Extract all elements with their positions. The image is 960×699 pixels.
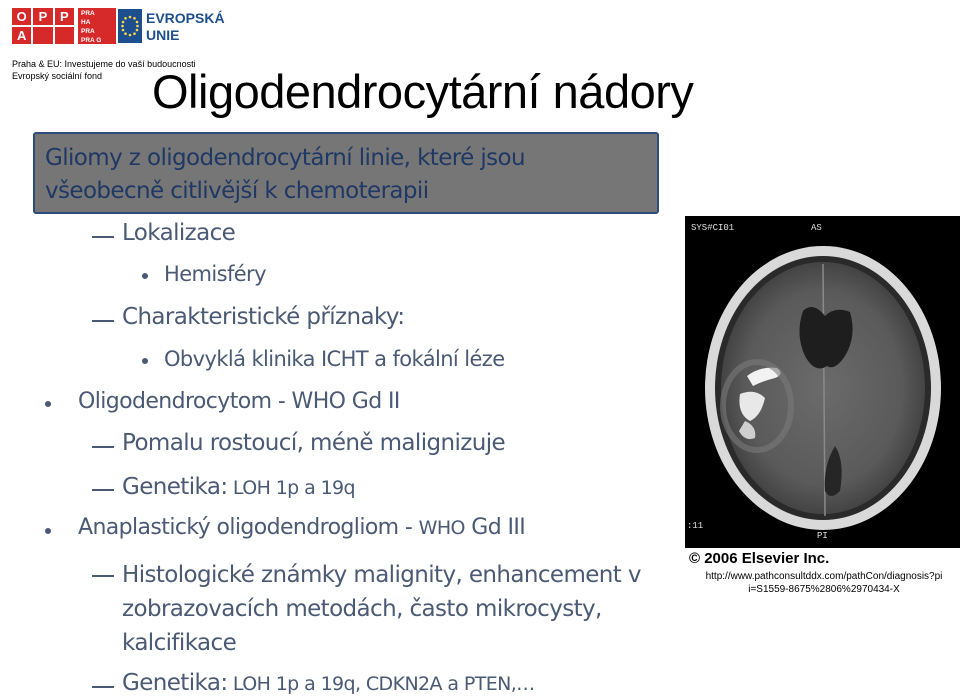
copyright-text: © 2006 Elsevier Inc. (689, 550, 830, 566)
anaplasticky-prefix: Anaplastický oligodendrogliom - (78, 515, 419, 540)
list-item-lokalizace: Lokalizace (122, 220, 236, 246)
dash-bullet (92, 236, 114, 238)
image-caption (690, 570, 958, 596)
ct-scan-image (685, 216, 960, 566)
dot-bullet (45, 401, 51, 407)
list-item-hemisfery: Hemisféry (164, 262, 266, 286)
logo-letter (33, 27, 52, 44)
eu-text-line: UNIE (146, 27, 180, 43)
ct-overlay-text: :11 (687, 521, 704, 531)
dot-bullet (142, 358, 148, 364)
opp-logo (12, 8, 74, 44)
highlight-box (33, 132, 659, 214)
highlight-line: všeobecně citlivější k chemoterapii (45, 178, 429, 204)
genetika-value: LOH 1p a 19q, CDKN2A a PTEN,… (227, 673, 535, 695)
list-item-oligodendrocytom: Oligodendrocytom - WHO Gd II (78, 389, 400, 414)
list-item-pomalu: Pomalu rostoucí, méně malignizuje (122, 430, 506, 456)
praha-logo-line: PRA (81, 28, 95, 35)
eu-text-line: EVROPSKÁ (146, 10, 225, 26)
list-item-histologicke (122, 558, 641, 660)
logo-letter: O (12, 8, 31, 25)
caption-line: i=S1559-8675%2806%2970434-X (748, 584, 900, 595)
genetika-label: Genetika: (122, 474, 228, 500)
list-item-genetika-1 (122, 474, 355, 500)
ct-overlay-text: AS (811, 223, 822, 233)
highlight-line: Gliomy z oligodendrocytární linie, které jsou (45, 145, 525, 171)
praha-logo-line: PRA (81, 10, 95, 17)
anaplasticky-suffix: Gd III (464, 515, 526, 540)
list-item-charakteristicke: Charakteristické příznaky: (122, 304, 405, 330)
dash-bullet (92, 489, 114, 491)
list-item-anaplasticky (78, 515, 525, 540)
caption-line: http://www.pathconsultddx.com/pathCon/diagnosis?pi (705, 571, 943, 582)
logo-letter: P (33, 8, 52, 25)
dot-bullet (142, 273, 148, 279)
genetika-value: LOH 1p a 19q (227, 477, 356, 499)
tagline-line: Evropský sociální fond (12, 71, 103, 81)
dot-bullet (45, 528, 51, 534)
histologicke-line: Histologické známky malignity, enhancement v (122, 562, 641, 588)
ct-overlay-text: PI (817, 531, 828, 541)
dash-bullet (92, 575, 114, 577)
dash-bullet (92, 320, 114, 322)
praha-logo-line: HA (81, 19, 91, 26)
genetika-label: Genetika: (122, 670, 228, 696)
list-item-obvykla: Obvyklá klinika ICHT a fokální léze (164, 347, 505, 371)
eu-flag-icon (118, 8, 142, 44)
dash-bullet (92, 686, 114, 688)
histologicke-line: zobrazovacích metodách, často mikrocysty, (122, 596, 602, 622)
eu-logo-text (146, 10, 225, 44)
list-item-genetika-2 (122, 670, 535, 696)
logo-letter: A (12, 27, 31, 44)
dash-bullet (92, 446, 114, 448)
slide-title: Oligodendrocytární nádory (152, 65, 694, 118)
logo-letter: P (55, 8, 74, 25)
praha-logo-line: PRA G (81, 37, 102, 44)
praha-logo (78, 8, 116, 44)
anaplasticky-who: WHO (418, 517, 465, 539)
histologicke-line: kalcifikace (122, 630, 237, 656)
logo-letter (55, 27, 74, 44)
tagline-line: Praha & EU: Investujeme do vaší budoucnosti (12, 59, 196, 69)
ct-overlay-text: SYS#CI01 (691, 223, 735, 233)
